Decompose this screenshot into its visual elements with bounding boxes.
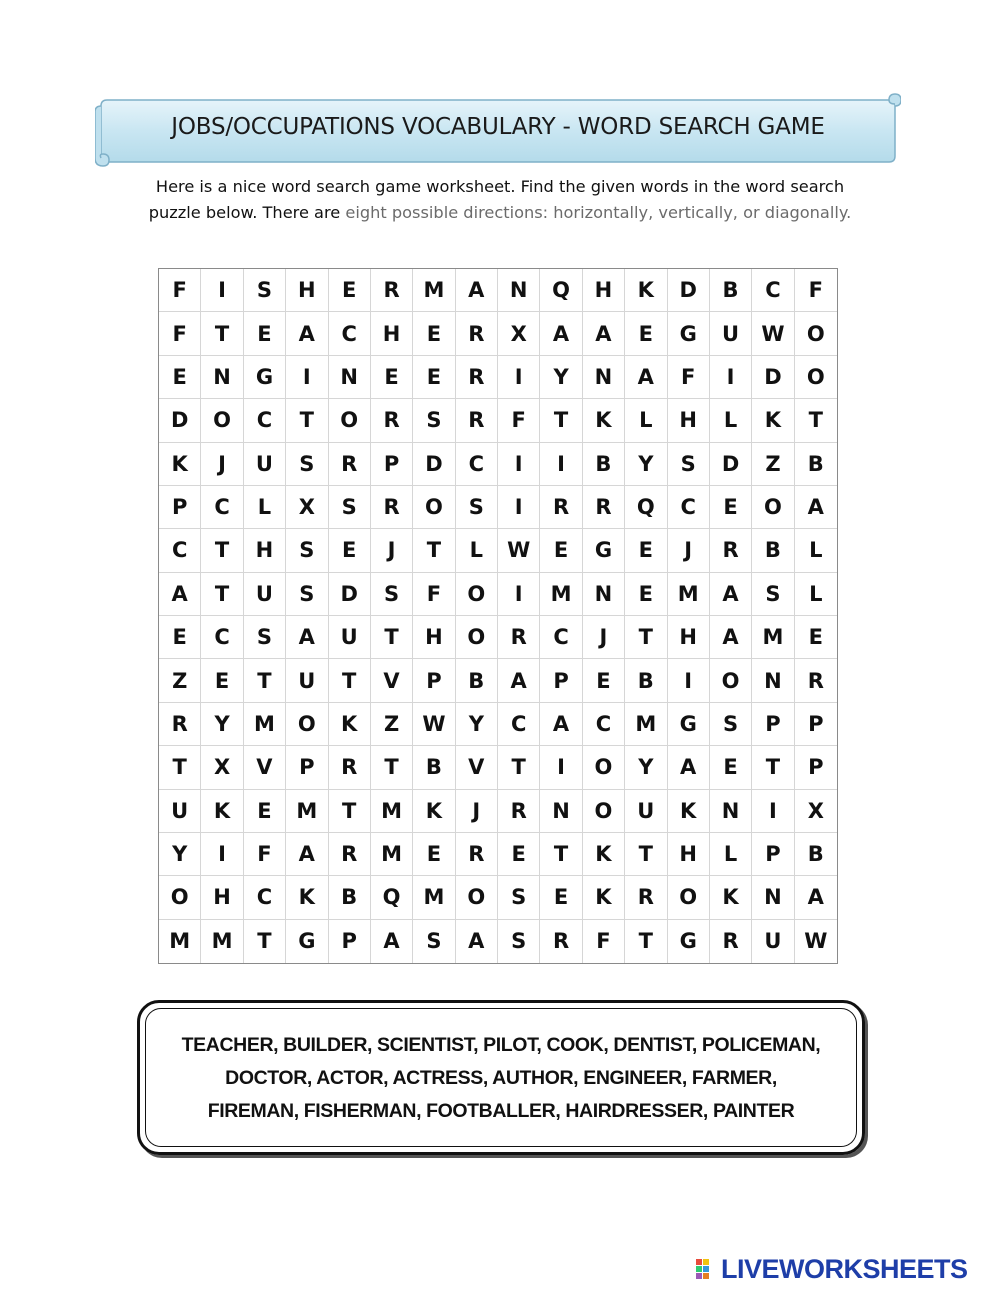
grid-cell[interactable]: K <box>329 703 371 746</box>
grid-cell[interactable]: N <box>752 876 794 919</box>
grid-cell[interactable]: B <box>752 529 794 572</box>
grid-cell[interactable]: M <box>371 833 413 876</box>
grid-cell[interactable]: F <box>244 833 286 876</box>
grid-cell[interactable]: Q <box>371 876 413 919</box>
grid-cell[interactable]: O <box>456 573 498 616</box>
grid-cell[interactable]: N <box>498 269 540 312</box>
grid-cell[interactable]: O <box>710 659 752 702</box>
grid-cell[interactable]: H <box>371 312 413 355</box>
grid-cell[interactable]: B <box>625 659 667 702</box>
grid-cell[interactable]: A <box>710 573 752 616</box>
grid-cell[interactable]: K <box>583 833 625 876</box>
instructions <box>100 174 900 226</box>
grid-cell[interactable]: N <box>710 790 752 833</box>
instructions-line-2-directions: eight possible directions: horizontally, vertically, or diagonally. <box>345 203 852 222</box>
grid-cell[interactable]: I <box>752 790 794 833</box>
grid-cell[interactable]: P <box>159 486 201 529</box>
grid-cell[interactable]: I <box>540 746 582 789</box>
grid-cell[interactable]: R <box>329 443 371 486</box>
grid-cell[interactable]: I <box>201 269 243 312</box>
grid-cell[interactable]: T <box>329 659 371 702</box>
grid-cell[interactable]: U <box>159 790 201 833</box>
grid-cell[interactable]: H <box>201 876 243 919</box>
grid-cell[interactable]: S <box>286 573 328 616</box>
grid-cell[interactable]: A <box>286 616 328 659</box>
grid-cell[interactable]: T <box>371 746 413 789</box>
grid-cell[interactable]: A <box>498 659 540 702</box>
grid-cell[interactable]: E <box>159 356 201 399</box>
grid-cell[interactable]: K <box>668 790 710 833</box>
grid-cell[interactable]: J <box>201 443 243 486</box>
grid-cell[interactable]: C <box>329 312 371 355</box>
grid-cell[interactable]: M <box>244 703 286 746</box>
grid-cell[interactable]: O <box>329 399 371 442</box>
grid-cell[interactable]: C <box>201 616 243 659</box>
grid-cell[interactable]: T <box>286 399 328 442</box>
grid-cell[interactable]: P <box>795 746 837 789</box>
grid-cell[interactable]: R <box>456 312 498 355</box>
grid-cell[interactable]: I <box>201 833 243 876</box>
grid-cell[interactable]: R <box>159 703 201 746</box>
grid-cell[interactable]: I <box>498 486 540 529</box>
grid-cell[interactable]: V <box>244 746 286 789</box>
grid-cell[interactable]: N <box>752 659 794 702</box>
grid-cell[interactable]: S <box>752 573 794 616</box>
grid-cell[interactable]: C <box>244 876 286 919</box>
grid-cell[interactable]: H <box>668 616 710 659</box>
grid-cell[interactable]: T <box>625 920 667 963</box>
grid-cell[interactable]: F <box>159 312 201 355</box>
grid-cell[interactable]: L <box>456 529 498 572</box>
grid-cell[interactable]: S <box>498 920 540 963</box>
grid-cell[interactable]: O <box>456 616 498 659</box>
grid-cell[interactable]: X <box>795 790 837 833</box>
grid-cell[interactable]: U <box>244 573 286 616</box>
grid-cell[interactable]: T <box>498 746 540 789</box>
grid-cell[interactable]: O <box>159 876 201 919</box>
grid-cell[interactable]: U <box>244 443 286 486</box>
grid-cell[interactable]: R <box>456 399 498 442</box>
grid-cell[interactable]: R <box>498 616 540 659</box>
grid-cell[interactable]: P <box>752 703 794 746</box>
grid-cell[interactable]: L <box>244 486 286 529</box>
grid-cell[interactable]: M <box>668 573 710 616</box>
grid-cell[interactable]: E <box>540 529 582 572</box>
title-banner <box>95 92 901 172</box>
word-list-box <box>137 1000 865 1155</box>
grid-cell[interactable]: T <box>625 616 667 659</box>
grid-cell[interactable]: D <box>159 399 201 442</box>
grid-cell[interactable]: T <box>540 833 582 876</box>
grid-cell[interactable]: S <box>456 486 498 529</box>
grid-cell[interactable]: V <box>371 659 413 702</box>
grid-cell[interactable]: H <box>583 269 625 312</box>
grid-cell[interactable]: M <box>540 573 582 616</box>
grid-cell[interactable]: T <box>625 833 667 876</box>
grid-cell[interactable]: E <box>159 616 201 659</box>
grid-cell[interactable]: E <box>244 790 286 833</box>
grid-cell[interactable]: H <box>668 833 710 876</box>
grid-cell[interactable]: U <box>752 920 794 963</box>
grid-cell[interactable]: C <box>668 486 710 529</box>
grid-cell[interactable]: K <box>583 399 625 442</box>
liveworksheets-logo-text: LIVEWORKSHEETS <box>721 1253 968 1284</box>
grid-cell[interactable]: E <box>625 529 667 572</box>
grid-cell[interactable]: A <box>795 876 837 919</box>
grid-cell[interactable]: M <box>625 703 667 746</box>
grid-cell[interactable]: Z <box>752 443 794 486</box>
grid-cell[interactable]: E <box>413 833 455 876</box>
grid-cell[interactable]: I <box>540 443 582 486</box>
grid-cell[interactable]: B <box>795 833 837 876</box>
grid-cell[interactable]: I <box>286 356 328 399</box>
grid-cell[interactable]: H <box>413 616 455 659</box>
grid-cell[interactable]: K <box>752 399 794 442</box>
grid-cell[interactable]: R <box>371 269 413 312</box>
grid-cell[interactable]: P <box>752 833 794 876</box>
grid-cell[interactable]: H <box>286 269 328 312</box>
grid-cell[interactable]: M <box>413 876 455 919</box>
grid-cell[interactable]: V <box>456 746 498 789</box>
grid-cell[interactable]: G <box>668 703 710 746</box>
grid-cell[interactable]: K <box>413 790 455 833</box>
word-list-line-3: FIREMAN, FISHERMAN, FOOTBALLER, HAIRDRESSER, PAINTER <box>207 1100 795 1122</box>
grid-cell[interactable]: P <box>371 443 413 486</box>
grid-cell[interactable]: I <box>710 356 752 399</box>
grid-cell[interactable]: G <box>244 356 286 399</box>
grid-cell[interactable]: M <box>286 790 328 833</box>
grid-cell[interactable]: P <box>795 703 837 746</box>
grid-cell[interactable]: C <box>752 269 794 312</box>
grid-cell[interactable]: S <box>668 443 710 486</box>
grid-cell[interactable]: C <box>498 703 540 746</box>
grid-cell[interactable]: E <box>625 312 667 355</box>
grid-cell[interactable]: M <box>371 790 413 833</box>
grid-cell[interactable]: J <box>668 529 710 572</box>
grid-cell[interactable]: Y <box>201 703 243 746</box>
grid-cell[interactable]: W <box>498 529 540 572</box>
grid-cell[interactable]: E <box>201 659 243 702</box>
grid-cell[interactable]: T <box>795 399 837 442</box>
grid-cell[interactable]: E <box>329 529 371 572</box>
grid-cell[interactable]: T <box>201 312 243 355</box>
instructions-line-2 <box>100 200 900 226</box>
grid-cell[interactable]: A <box>286 312 328 355</box>
grid-cell[interactable]: M <box>413 269 455 312</box>
grid-cell[interactable]: Q <box>540 269 582 312</box>
grid-cell[interactable]: J <box>371 529 413 572</box>
grid-cell[interactable]: U <box>286 659 328 702</box>
grid-cell[interactable]: E <box>413 312 455 355</box>
grid-cell[interactable]: R <box>540 920 582 963</box>
grid-cell[interactable]: F <box>498 399 540 442</box>
grid-cell[interactable]: T <box>244 659 286 702</box>
grid-cell[interactable]: R <box>583 486 625 529</box>
grid-cell[interactable]: Z <box>371 703 413 746</box>
grid-cell[interactable]: O <box>456 876 498 919</box>
grid-cell[interactable]: L <box>795 573 837 616</box>
grid-cell[interactable]: F <box>668 356 710 399</box>
grid-cell[interactable]: S <box>244 269 286 312</box>
grid-cell[interactable]: C <box>159 529 201 572</box>
grid-cell[interactable]: B <box>329 876 371 919</box>
grid-cell[interactable]: G <box>668 312 710 355</box>
grid-cell[interactable]: E <box>583 659 625 702</box>
grid-cell[interactable]: N <box>583 356 625 399</box>
grid-cell[interactable]: B <box>795 443 837 486</box>
grid-cell[interactable]: A <box>286 833 328 876</box>
grid-cell[interactable]: J <box>583 616 625 659</box>
grid-cell[interactable]: P <box>329 920 371 963</box>
grid-cell[interactable]: N <box>583 573 625 616</box>
grid-cell[interactable]: S <box>286 443 328 486</box>
grid-cell[interactable]: B <box>456 659 498 702</box>
grid-cell[interactable]: C <box>244 399 286 442</box>
grid-cell[interactable]: R <box>456 833 498 876</box>
grid-cell[interactable]: B <box>710 269 752 312</box>
grid-cell[interactable]: D <box>413 443 455 486</box>
grid-cell[interactable]: O <box>286 703 328 746</box>
grid-cell[interactable]: E <box>498 833 540 876</box>
grid-cell[interactable]: E <box>625 573 667 616</box>
grid-cell[interactable]: T <box>540 399 582 442</box>
grid-cell[interactable]: D <box>710 443 752 486</box>
grid-cell[interactable]: C <box>201 486 243 529</box>
liveworksheets-logo <box>696 1254 968 1284</box>
grid-cell[interactable]: N <box>201 356 243 399</box>
grid-cell[interactable]: O <box>795 356 837 399</box>
grid-cell[interactable]: L <box>795 529 837 572</box>
word-list <box>140 1029 862 1128</box>
grid-cell[interactable]: U <box>625 790 667 833</box>
grid-cell[interactable]: O <box>201 399 243 442</box>
grid-cell[interactable]: S <box>498 876 540 919</box>
grid-cell[interactable]: I <box>668 659 710 702</box>
grid-cell[interactable]: S <box>371 573 413 616</box>
grid-cell[interactable]: R <box>795 659 837 702</box>
grid-cell[interactable]: E <box>413 356 455 399</box>
grid-cell[interactable]: R <box>329 746 371 789</box>
grid-cell[interactable]: A <box>371 920 413 963</box>
grid-cell[interactable]: G <box>286 920 328 963</box>
grid-cell[interactable]: M <box>201 920 243 963</box>
grid-cell[interactable]: A <box>159 573 201 616</box>
word-search-grid <box>158 268 838 964</box>
grid-cell[interactable]: Y <box>625 443 667 486</box>
grid-cell[interactable]: S <box>244 616 286 659</box>
instructions-line-1: Here is a nice word search game worksheet. Find the given words in the word search <box>155 177 845 196</box>
grid-cell[interactable]: E <box>244 312 286 355</box>
grid-cell[interactable]: N <box>329 356 371 399</box>
grid-cell[interactable]: E <box>371 356 413 399</box>
grid-cell[interactable]: R <box>371 486 413 529</box>
grid-cell[interactable]: I <box>498 573 540 616</box>
grid-cell[interactable]: A <box>540 703 582 746</box>
grid-cell[interactable]: P <box>413 659 455 702</box>
instructions-line-2-start: puzzle below. There are <box>148 203 346 222</box>
grid-cell[interactable]: O <box>795 312 837 355</box>
grid-cell[interactable]: A <box>583 312 625 355</box>
grid-cell[interactable]: T <box>201 529 243 572</box>
grid-cell[interactable]: Q <box>625 486 667 529</box>
grid-cell[interactable]: A <box>795 486 837 529</box>
grid-cell[interactable]: G <box>583 529 625 572</box>
grid-cell[interactable]: Z <box>159 659 201 702</box>
grid-cell[interactable]: R <box>710 920 752 963</box>
grid-cell[interactable]: H <box>244 529 286 572</box>
grid-cell[interactable]: A <box>456 920 498 963</box>
grid-cell[interactable]: P <box>286 746 328 789</box>
grid-cell[interactable]: R <box>540 486 582 529</box>
grid-cell[interactable]: C <box>456 443 498 486</box>
grid-cell[interactable]: X <box>286 486 328 529</box>
grid-cell[interactable]: S <box>286 529 328 572</box>
grid-cell[interactable]: M <box>159 920 201 963</box>
grid-cell[interactable]: K <box>201 790 243 833</box>
grid-cell[interactable]: R <box>329 833 371 876</box>
grid-cell[interactable]: W <box>413 703 455 746</box>
grid-cell[interactable]: E <box>795 616 837 659</box>
grid-cell[interactable]: R <box>625 876 667 919</box>
grid-cell[interactable]: E <box>329 269 371 312</box>
grid-cell[interactable]: I <box>498 356 540 399</box>
grid-cell[interactable]: S <box>329 486 371 529</box>
grid-cell[interactable]: X <box>201 746 243 789</box>
grid-cell[interactable]: T <box>413 529 455 572</box>
grid-cell[interactable]: K <box>710 876 752 919</box>
grid-cell[interactable]: J <box>456 790 498 833</box>
grid-cell[interactable]: T <box>159 746 201 789</box>
grid-cell[interactable]: C <box>583 703 625 746</box>
grid-cell[interactable]: M <box>752 616 794 659</box>
grid-cell[interactable]: O <box>752 486 794 529</box>
grid-cell[interactable]: K <box>583 876 625 919</box>
grid-cell[interactable]: K <box>625 269 667 312</box>
grid-cell[interactable]: R <box>456 356 498 399</box>
grid-cell[interactable]: O <box>413 486 455 529</box>
grid-cell[interactable]: A <box>456 269 498 312</box>
grid-cell[interactable]: T <box>752 746 794 789</box>
grid-cell[interactable]: O <box>583 790 625 833</box>
grid-cell[interactable]: F <box>583 920 625 963</box>
grid-cell[interactable]: L <box>710 833 752 876</box>
grid-cell[interactable]: Y <box>159 833 201 876</box>
grid-cell[interactable]: D <box>329 573 371 616</box>
grid-cell[interactable]: P <box>540 659 582 702</box>
grid-cell[interactable]: T <box>329 790 371 833</box>
grid-cell[interactable]: K <box>159 443 201 486</box>
grid-cell[interactable]: O <box>668 876 710 919</box>
liveworksheets-logo-icon <box>696 1257 718 1281</box>
grid-cell[interactable]: G <box>668 920 710 963</box>
grid-cell[interactable]: T <box>201 573 243 616</box>
grid-cell[interactable]: Y <box>625 746 667 789</box>
grid-cell[interactable]: E <box>540 876 582 919</box>
grid-cell[interactable]: U <box>329 616 371 659</box>
page-title: JOBS/OCCUPATIONS VOCABULARY - WORD SEARCH GAME <box>171 114 825 140</box>
grid-cell[interactable]: C <box>540 616 582 659</box>
grid-cell[interactable]: T <box>244 920 286 963</box>
grid-cell[interactable]: S <box>413 920 455 963</box>
grid-cell[interactable]: R <box>498 790 540 833</box>
grid-cell[interactable]: S <box>413 399 455 442</box>
grid-cell[interactable]: W <box>804 929 828 954</box>
grid-cell[interactable]: L <box>625 399 667 442</box>
grid-cell[interactable]: O <box>583 746 625 789</box>
grid-cell[interactable]: E <box>710 746 752 789</box>
grid-cell[interactable]: Y <box>456 703 498 746</box>
grid-cell[interactable]: Y <box>540 356 582 399</box>
grid-cell[interactable]: F <box>413 573 455 616</box>
grid-cell[interactable]: A <box>668 746 710 789</box>
grid-cell[interactable]: E <box>710 486 752 529</box>
grid-cell[interactable]: S <box>710 703 752 746</box>
grid-cell[interactable]: R <box>371 399 413 442</box>
grid-cell[interactable]: A <box>710 616 752 659</box>
grid-cell[interactable]: W <box>752 312 794 355</box>
grid-cell[interactable]: K <box>286 876 328 919</box>
grid-cell[interactable]: U <box>710 312 752 355</box>
grid-cell[interactable]: H <box>668 399 710 442</box>
grid-cell[interactable]: R <box>710 529 752 572</box>
grid-cell[interactable]: T <box>371 616 413 659</box>
grid-cell[interactable]: N <box>540 790 582 833</box>
grid-cell[interactable]: I <box>498 443 540 486</box>
grid-cell[interactable]: L <box>710 399 752 442</box>
grid-cell[interactable]: X <box>498 312 540 355</box>
word-list-line-2: DOCTOR, ACTOR, ACTRESS, AUTHOR, ENGINEER, FARMER, <box>225 1067 777 1089</box>
grid-cell[interactable]: F <box>159 269 201 312</box>
grid-cell[interactable]: B <box>413 746 455 789</box>
grid-cell[interactable]: A <box>540 312 582 355</box>
grid-cell[interactable]: A <box>625 356 667 399</box>
grid-cell[interactable]: F <box>795 269 837 312</box>
grid-cell[interactable]: D <box>668 269 710 312</box>
grid-cell[interactable]: D <box>752 356 794 399</box>
grid-cell[interactable]: B <box>583 443 625 486</box>
word-list-line-1: TEACHER, BUILDER, SCIENTIST, PILOT, COOK, DENTIST, POLICEMAN, <box>181 1034 821 1056</box>
